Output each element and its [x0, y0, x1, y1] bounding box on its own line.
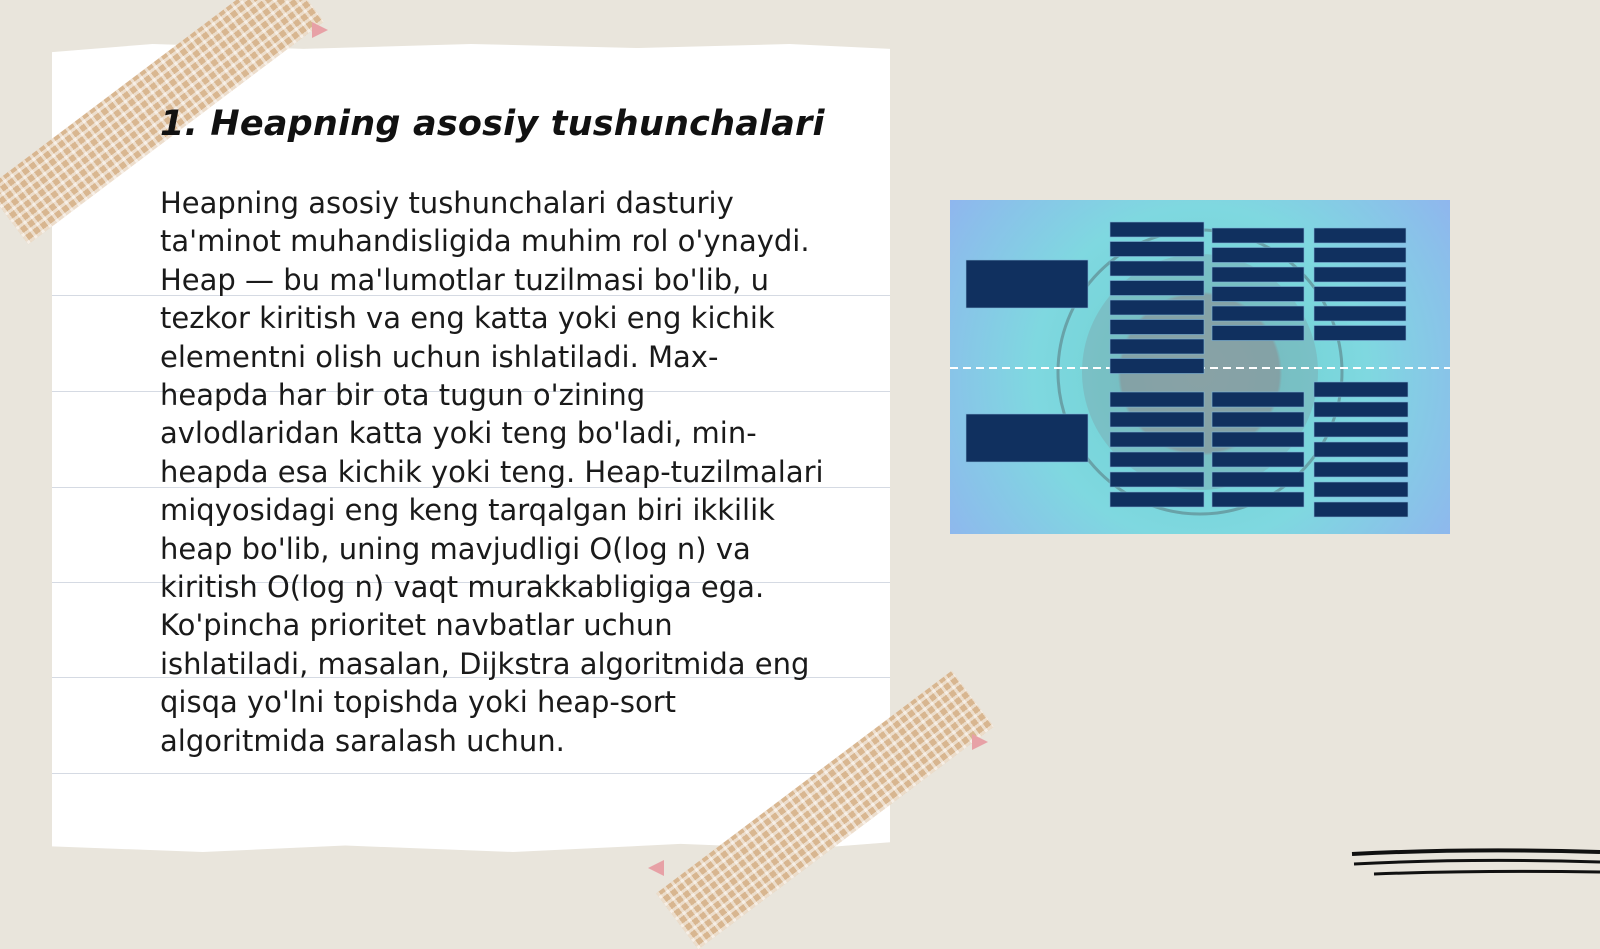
paragraph-line: kiritish O(log n) vaqt murakkabligiga ega.	[160, 570, 765, 605]
org-chart-box	[1110, 300, 1204, 315]
org-chart-box	[1314, 248, 1406, 263]
slide-paragraph	[160, 184, 840, 760]
org-chart-box	[966, 414, 1088, 462]
org-structure-diagram	[950, 200, 1450, 534]
paragraph-line: heap bo'lib, uning mavjudligi O(log n) va	[160, 531, 751, 566]
paragraph-line: miqyosidagi eng keng tarqalgan biri ikkilik	[160, 493, 775, 528]
org-chart-box	[1212, 248, 1304, 263]
org-chart-box	[1314, 502, 1408, 517]
brush-stroke	[1354, 860, 1600, 864]
paragraph-line: tezkor kiritish va eng katta yoki eng kichik	[160, 301, 775, 336]
paragraph-line: elementni olish uchun ishlatiladi. Max-	[160, 339, 719, 374]
org-chart-box	[1212, 432, 1304, 447]
org-chart-box	[1212, 492, 1304, 507]
org-chart-box	[1314, 326, 1406, 341]
org-chart-box	[1212, 267, 1304, 282]
org-chart-box	[1314, 228, 1406, 243]
org-chart-box	[1212, 412, 1304, 427]
paragraph-line: heapda har bir ota tugun o'zining	[160, 378, 646, 413]
org-chart-box	[1110, 261, 1204, 276]
org-chart-box	[1110, 359, 1204, 374]
org-chart-box	[1212, 287, 1304, 302]
slide-title: 1. Heapning asosiy tushunchalari	[160, 104, 825, 144]
org-chart-box	[1110, 472, 1204, 487]
paragraph-line: heapda esa kichik yoki teng. Heap-tuzilmalari	[160, 454, 824, 489]
org-chart-box	[966, 260, 1088, 308]
org-chart-box	[1110, 281, 1204, 296]
paragraph-line: Heapning asosiy tushunchalari dasturiy	[160, 186, 734, 220]
paragraph-line: Heap — bu ma'lumotlar tuzilmasi bo'lib, u	[160, 262, 769, 297]
org-chart-box	[1314, 442, 1408, 457]
decorative-brush-strokes	[1350, 846, 1600, 886]
org-chart-box	[1314, 306, 1406, 321]
org-chart-box	[1110, 412, 1204, 427]
org-chart-box	[1110, 432, 1204, 447]
org-chart-box	[1212, 306, 1304, 321]
org-chart-box	[1314, 482, 1408, 497]
paragraph-line: algoritmida saralash uchun.	[160, 723, 565, 758]
tape-end-mark	[648, 860, 664, 876]
org-chart-box	[1314, 267, 1406, 282]
org-chart-box	[1110, 320, 1204, 335]
org-chart-box	[1212, 452, 1304, 467]
org-chart-box	[1212, 228, 1304, 243]
org-chart-box	[1110, 452, 1204, 467]
paragraph-line: ta'minot muhandisligida muhim rol o'ynaydi.	[160, 224, 810, 259]
org-chart-box	[1110, 242, 1204, 257]
paper-rule-line	[52, 773, 890, 774]
paragraph-line: Ko'pincha prioritet navbatlar uchun	[160, 608, 673, 643]
org-chart-box	[1110, 392, 1204, 407]
org-chart-box	[1110, 339, 1204, 354]
paragraph-line: qisqa yo'lni topishda yoki heap-sort	[160, 685, 677, 720]
org-chart-box	[1212, 472, 1304, 487]
org-chart-box	[1110, 222, 1204, 237]
org-chart-box	[1110, 492, 1204, 507]
org-structure-image	[950, 200, 1450, 534]
org-chart-box	[1314, 462, 1408, 477]
paragraph-line: ishlatiladi, masalan, Dijkstra algoritmida eng	[160, 646, 810, 681]
org-chart-box	[1212, 392, 1304, 407]
org-chart-box	[1314, 382, 1408, 397]
org-chart-box	[1212, 326, 1304, 341]
org-chart-box	[1314, 402, 1408, 417]
brush-stroke	[1352, 850, 1600, 854]
brush-stroke	[1374, 871, 1600, 874]
paragraph-line: avlodlaridan katta yoki teng bo'ladi, min-	[160, 416, 757, 451]
org-chart-box	[1314, 422, 1408, 437]
org-chart-box	[1314, 287, 1406, 302]
